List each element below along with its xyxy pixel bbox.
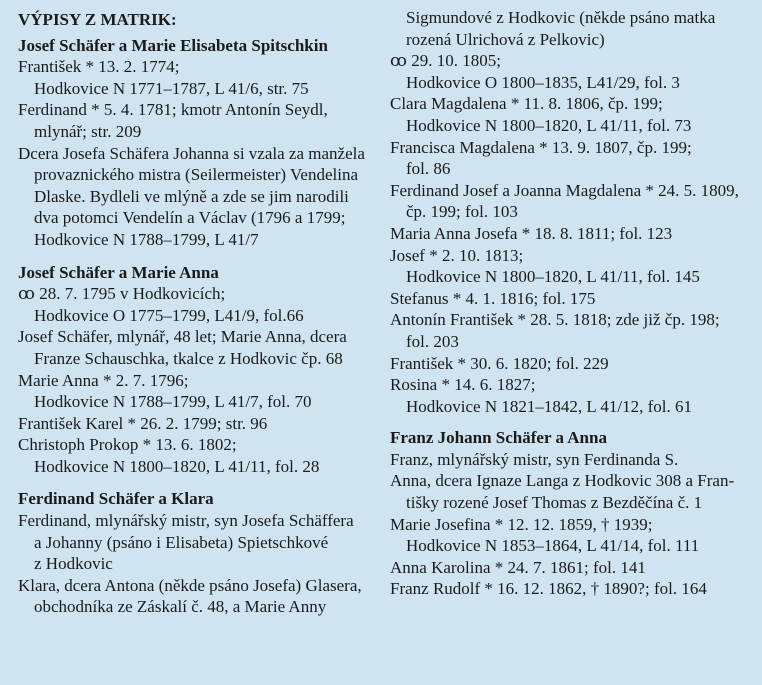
record-line: Stefanus * 4. 1. 1816; fol. 175 bbox=[390, 288, 596, 308]
record-line: Marie Josefina * 12. 12. 1859, † 1939; bbox=[390, 514, 653, 534]
record-line: Hodkovice N 1800–1820, L 41/11, fol. 145 bbox=[406, 267, 700, 287]
record-line: fol. 203 bbox=[406, 331, 459, 351]
record-line: Rosina * 14. 6. 1827; bbox=[390, 375, 536, 395]
record-line: a Johanny (psáno i Elisabeta) Spietschkové bbox=[34, 532, 329, 552]
record-line: František * 13. 2. 1774; bbox=[18, 57, 180, 77]
record-line: provaznického mistra (Seilermeister) Vendelina bbox=[34, 165, 358, 185]
record-line: ꝏ 29. 10. 1805; bbox=[390, 51, 501, 71]
record-line: Marie Anna * 2. 7. 1796; bbox=[18, 370, 189, 390]
record-line: mlynář; str. 209 bbox=[34, 121, 142, 141]
record-line: Ferdinand, mlynářský mistr, syn Josefa Schäffera bbox=[18, 511, 354, 531]
record-line: z Hodkovic bbox=[34, 554, 113, 574]
record-line: Josef * 2. 10. 1813; bbox=[390, 245, 524, 265]
section-heading: Ferdinand Schäfer a Klara bbox=[18, 489, 214, 509]
record-line: Antonín František * 28. 5. 1818; zde již čp. 198; bbox=[390, 310, 720, 330]
record-line: Francisca Magdalena * 13. 9. 1807, čp. 199; bbox=[390, 137, 692, 157]
record-line: Sigmundové z Hodkovic (někde psáno matka bbox=[406, 8, 716, 27]
record-line: František Karel * 26. 2. 1799; str. 96 bbox=[18, 413, 268, 433]
record-line: Hodkovice N 1800–1820, L 41/11, fol. 28 bbox=[34, 456, 320, 476]
record-line: fol. 86 bbox=[406, 159, 451, 179]
page-title: VÝPISY Z MATRIK: bbox=[18, 10, 177, 29]
record-line: Clara Magdalena * 11. 8. 1806, čp. 199; bbox=[390, 94, 663, 114]
record-line: Hodkovice N 1788–1799, L 41/7, fol. 70 bbox=[34, 392, 312, 412]
left-sections bbox=[18, 31, 390, 618]
section-heading: Josef Schäfer a Marie Anna bbox=[18, 262, 219, 282]
record-line: Dcera Josefa Schäfera Johanna si vzala za manžela bbox=[18, 143, 365, 163]
record-line: Anna, dcera Ignaze Langa z Hodkovic 308 a Fran- bbox=[390, 471, 735, 491]
record-line: čp. 199; fol. 103 bbox=[406, 202, 518, 222]
right-column bbox=[390, 0, 756, 600]
record-line: Klara, dcera Antona (někde psáno Josefa) Glasera, bbox=[18, 575, 362, 595]
record-line: tišky rozené Josef Thomas z Bezděčína č. 1 bbox=[406, 493, 703, 513]
record-line: ꝏ 28. 7. 1795 v Hodkovicích; bbox=[18, 284, 226, 304]
record-line: Hodkovice O 1775–1799, L41/9, fol.66 bbox=[34, 305, 304, 325]
continued-entry bbox=[390, 7, 756, 417]
record-line: František * 30. 6. 1820; fol. 229 bbox=[390, 353, 609, 373]
record-line: Anna Karolina * 24. 7. 1861; fol. 141 bbox=[390, 557, 646, 577]
record-line: Hodkovice N 1800–1820, L 41/11, fol. 73 bbox=[406, 115, 692, 135]
record-line: Dlaske. Bydleli ve mlýně a zde se jim narodili bbox=[34, 186, 349, 206]
record-line: Ferdinand Josef a Joanna Magdalena * 24. 5. 1809, bbox=[390, 180, 739, 200]
record-line: rozená Ulrichová z Pelkovic) bbox=[406, 29, 605, 49]
record-line: Hodkovice N 1853–1864, L 41/14, fol. 111 bbox=[406, 536, 700, 556]
record-line: Franze Schauschka, tkalce z Hodkovic čp. 68 bbox=[34, 348, 343, 368]
record-line: Hodkovice N 1788–1799, L 41/7 bbox=[34, 229, 259, 249]
record-line: Hodkovice O 1800–1835, L41/29, fol. 3 bbox=[406, 72, 680, 92]
record-line: Franz, mlynářský mistr, syn Ferdinanda S. bbox=[390, 449, 679, 469]
record-line: Maria Anna Josefa * 18. 8. 1811; fol. 123 bbox=[390, 223, 673, 243]
section-heading: Franz Johann Schäfer a Anna bbox=[390, 428, 607, 448]
record-line: Josef Schäfer, mlynář, 48 let; Marie Anna, dcera bbox=[18, 327, 347, 347]
left-column bbox=[18, 0, 390, 618]
record-line: dva potomci Vendelín a Václav (1796 a 1799; bbox=[34, 208, 346, 228]
record-line: Ferdinand * 5. 4. 1781; kmotr Antonín Seydl, bbox=[18, 100, 328, 120]
record-line: obchodníka ze Záskalí č. 48, a Marie Anny bbox=[34, 597, 327, 617]
section-heading: Josef Schäfer a Marie Elisabeta Spitschkin bbox=[18, 35, 328, 55]
section-body bbox=[390, 449, 756, 600]
record-line: Hodkovice N 1821–1842, L 41/12, fol. 61 bbox=[406, 396, 692, 416]
record-line: Christoph Prokop * 13. 6. 1802; bbox=[18, 435, 237, 455]
record-line: Franz Rudolf * 16. 12. 1862, † 1890?; fol. 164 bbox=[390, 579, 707, 599]
record-line: Hodkovice N 1771–1787, L 41/6, str. 75 bbox=[34, 78, 309, 98]
